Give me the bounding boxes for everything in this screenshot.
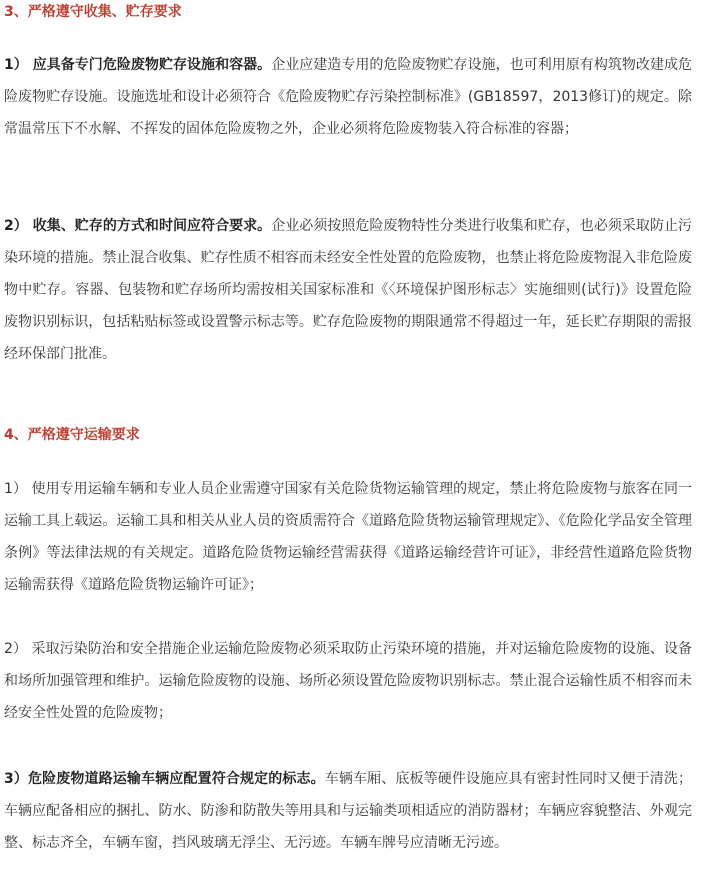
section-3-heading: 3、严格遵守收集、贮存要求 — [4, 4, 182, 20]
section-3-item-1 — [4, 49, 692, 145]
section-3-item-2-body: 企业必须按照危险废物特性分类进行收集和贮存，也必须采取防止污染环境的措施。禁止混合收集、贮存性质不相容而未经安全性处置的危险废物，也禁止将危险废物混入非危险废物中贮存。容器、包装物和贮存场所均需按相关国家标准和《〈环境保护图形标志〉实施细则(试行)》设置危险废物识别标识，包括粘贴标签或设置警示标志等。贮存危险废物的期限通常不得超过一年，延长贮存期限的需报经环保部门批准。 — [4, 218, 692, 362]
section-4-item-3-lead: 3）危险废物道路运输车辆应配置符合规定的标志。 — [4, 771, 325, 787]
section-3-item-2 — [4, 210, 692, 370]
section-4-item-2-body: 2） 采取污染防治和安全措施企业运输危险废物必须采取防止污染环境的措施，并对运输危险废物的设施、设备和场所加强管理和维护。运输危险废物的设施、场所必须设置危险废物识别标志。禁止混合运输性质不相容而未经安全性处置的危险废物； — [4, 641, 692, 721]
section-4-item-1-body: 1） 使用专用运输车辆和专业人员企业需遵守国家有关危险货物运输管理的规定，禁止将危险废物与旅客在同一运输工具上载运。运输工具和相关从业人员的资质需符合《道路危险货物运输管理规定》、《危险化学品安全管理条例》等法律法规的有关规定。道路危险货物运输经营需获得《道路运输经营许可证》，非经营性道路危险货物运输需获得《道路危险货物运输许可证》； — [4, 481, 692, 593]
section-3-item-2-lead: 2） 收集、贮存的方式和时间应符合要求。 — [4, 218, 272, 234]
section-4-item-1 — [4, 473, 692, 601]
section-4-item-3-body: 车辆车厢、底板等硬件设施应具有密封性同时又便于清洗；车辆应配备相应的捆扎、防水、防渗和防散失等用具和与运输类项相适应的消防器材；车辆应容貌整洁、外观完整、标志齐全，车辆车窗，挡风玻璃无浮尘、无污迹。车辆车牌号应清晰无污迹。 — [4, 771, 693, 851]
section-3-item-1-lead: 1） 应具备专门危险废物贮存设施和容器。 — [4, 57, 272, 73]
section-4-heading: 4、严格遵守运输要求 — [4, 427, 140, 443]
section-4-item-2 — [4, 633, 692, 729]
section-4-item-3 — [4, 763, 692, 859]
section-3-item-1-body: 企业应建造专用的危险废物贮存设施，也可利用原有构筑物改建成危险废物贮存设施。设施选址和设计必须符合《危险废物贮存污染控制标准》(GB18597，2013修订)的规定。除常温常压下不水解、不挥发的固体危险废物之外，企业必须将危险废物装入符合标准的容器； — [4, 57, 692, 137]
